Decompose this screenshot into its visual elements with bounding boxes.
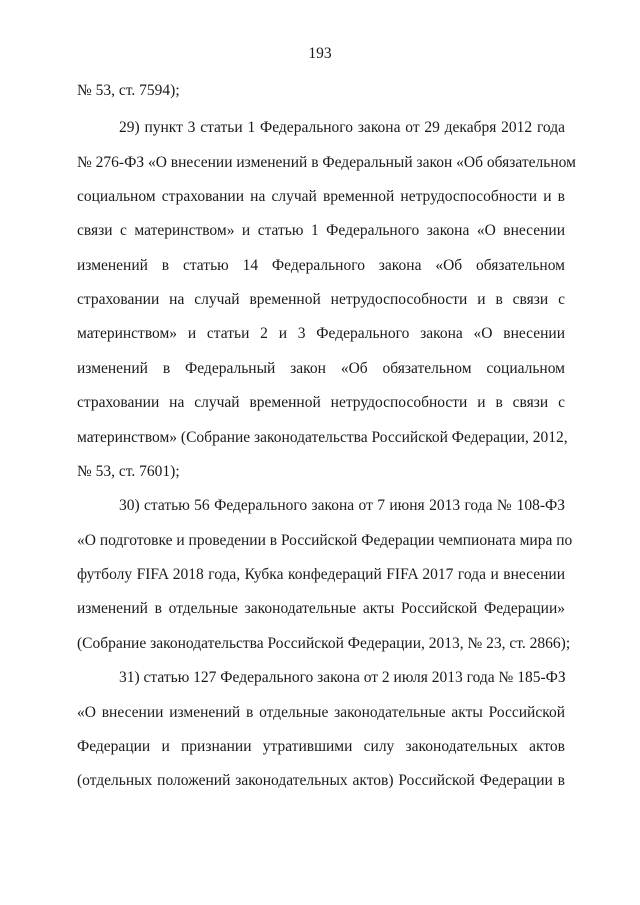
page-number: 193 [308,45,332,62]
text-line: страховании на случай временной нетрудоспособности и в связи с [77,394,565,411]
text-line: материнством» и статьи 2 и 3 Федерального закона «О внесении [77,325,565,342]
text-line: № 276-ФЗ «О внесении изменений в Федеральный закон «Об обязательном [77,154,576,171]
text-line: изменений в Федеральный закон «Об обязательном социальном [77,360,565,377]
text-line: Федерации и признании утратившими силу законодательных актов [77,738,565,755]
text-line: (Собрание законодательства Российской Федерации, 2013, № 23, ст. 2866); [77,635,571,652]
paragraph-31-first-line: 31) статью 127 Федерального закона от 2 июля 2013 года № 185-ФЗ [119,669,566,686]
text-line: материнством» (Собрание законодательства Российской Федерации, 2012, [77,429,568,446]
text-line: № 53, ст. 7601); [77,463,180,480]
text-line: изменений в статью 14 Федерального закона «Об обязательном [77,257,565,274]
text-line: «О внесении изменений в отдельные законодательные акты Российской [77,704,565,721]
text-line: (отдельных положений законодательных актов) Российской Федерации в [77,772,565,789]
text-line: «О подготовке и проведении в Российской Федерации чемпионата мира по [77,532,573,549]
text-line: социальном страховании на случай временной нетрудоспособности и в [77,188,565,205]
text-line: № 53, ст. 7594); [77,82,180,99]
paragraph-30-first-line: 30) статью 56 Федерального закона от 7 июня 2013 года № 108-ФЗ [119,497,565,514]
paragraph-29-first-line: 29) пункт 3 статьи 1 Федерального закона от 29 декабря 2012 года [119,119,565,136]
text-line: футболу FIFA 2018 года, Кубка конфедераций FIFA 2017 года и внесении [77,566,565,583]
text-line: изменений в отдельные законодательные акты Российской Федерации» [77,600,565,617]
text-line: связи с материнством» и статью 1 Федерального закона «О внесении [77,222,565,239]
text-line: страховании на случай временной нетрудоспособности и в связи с [77,291,565,308]
